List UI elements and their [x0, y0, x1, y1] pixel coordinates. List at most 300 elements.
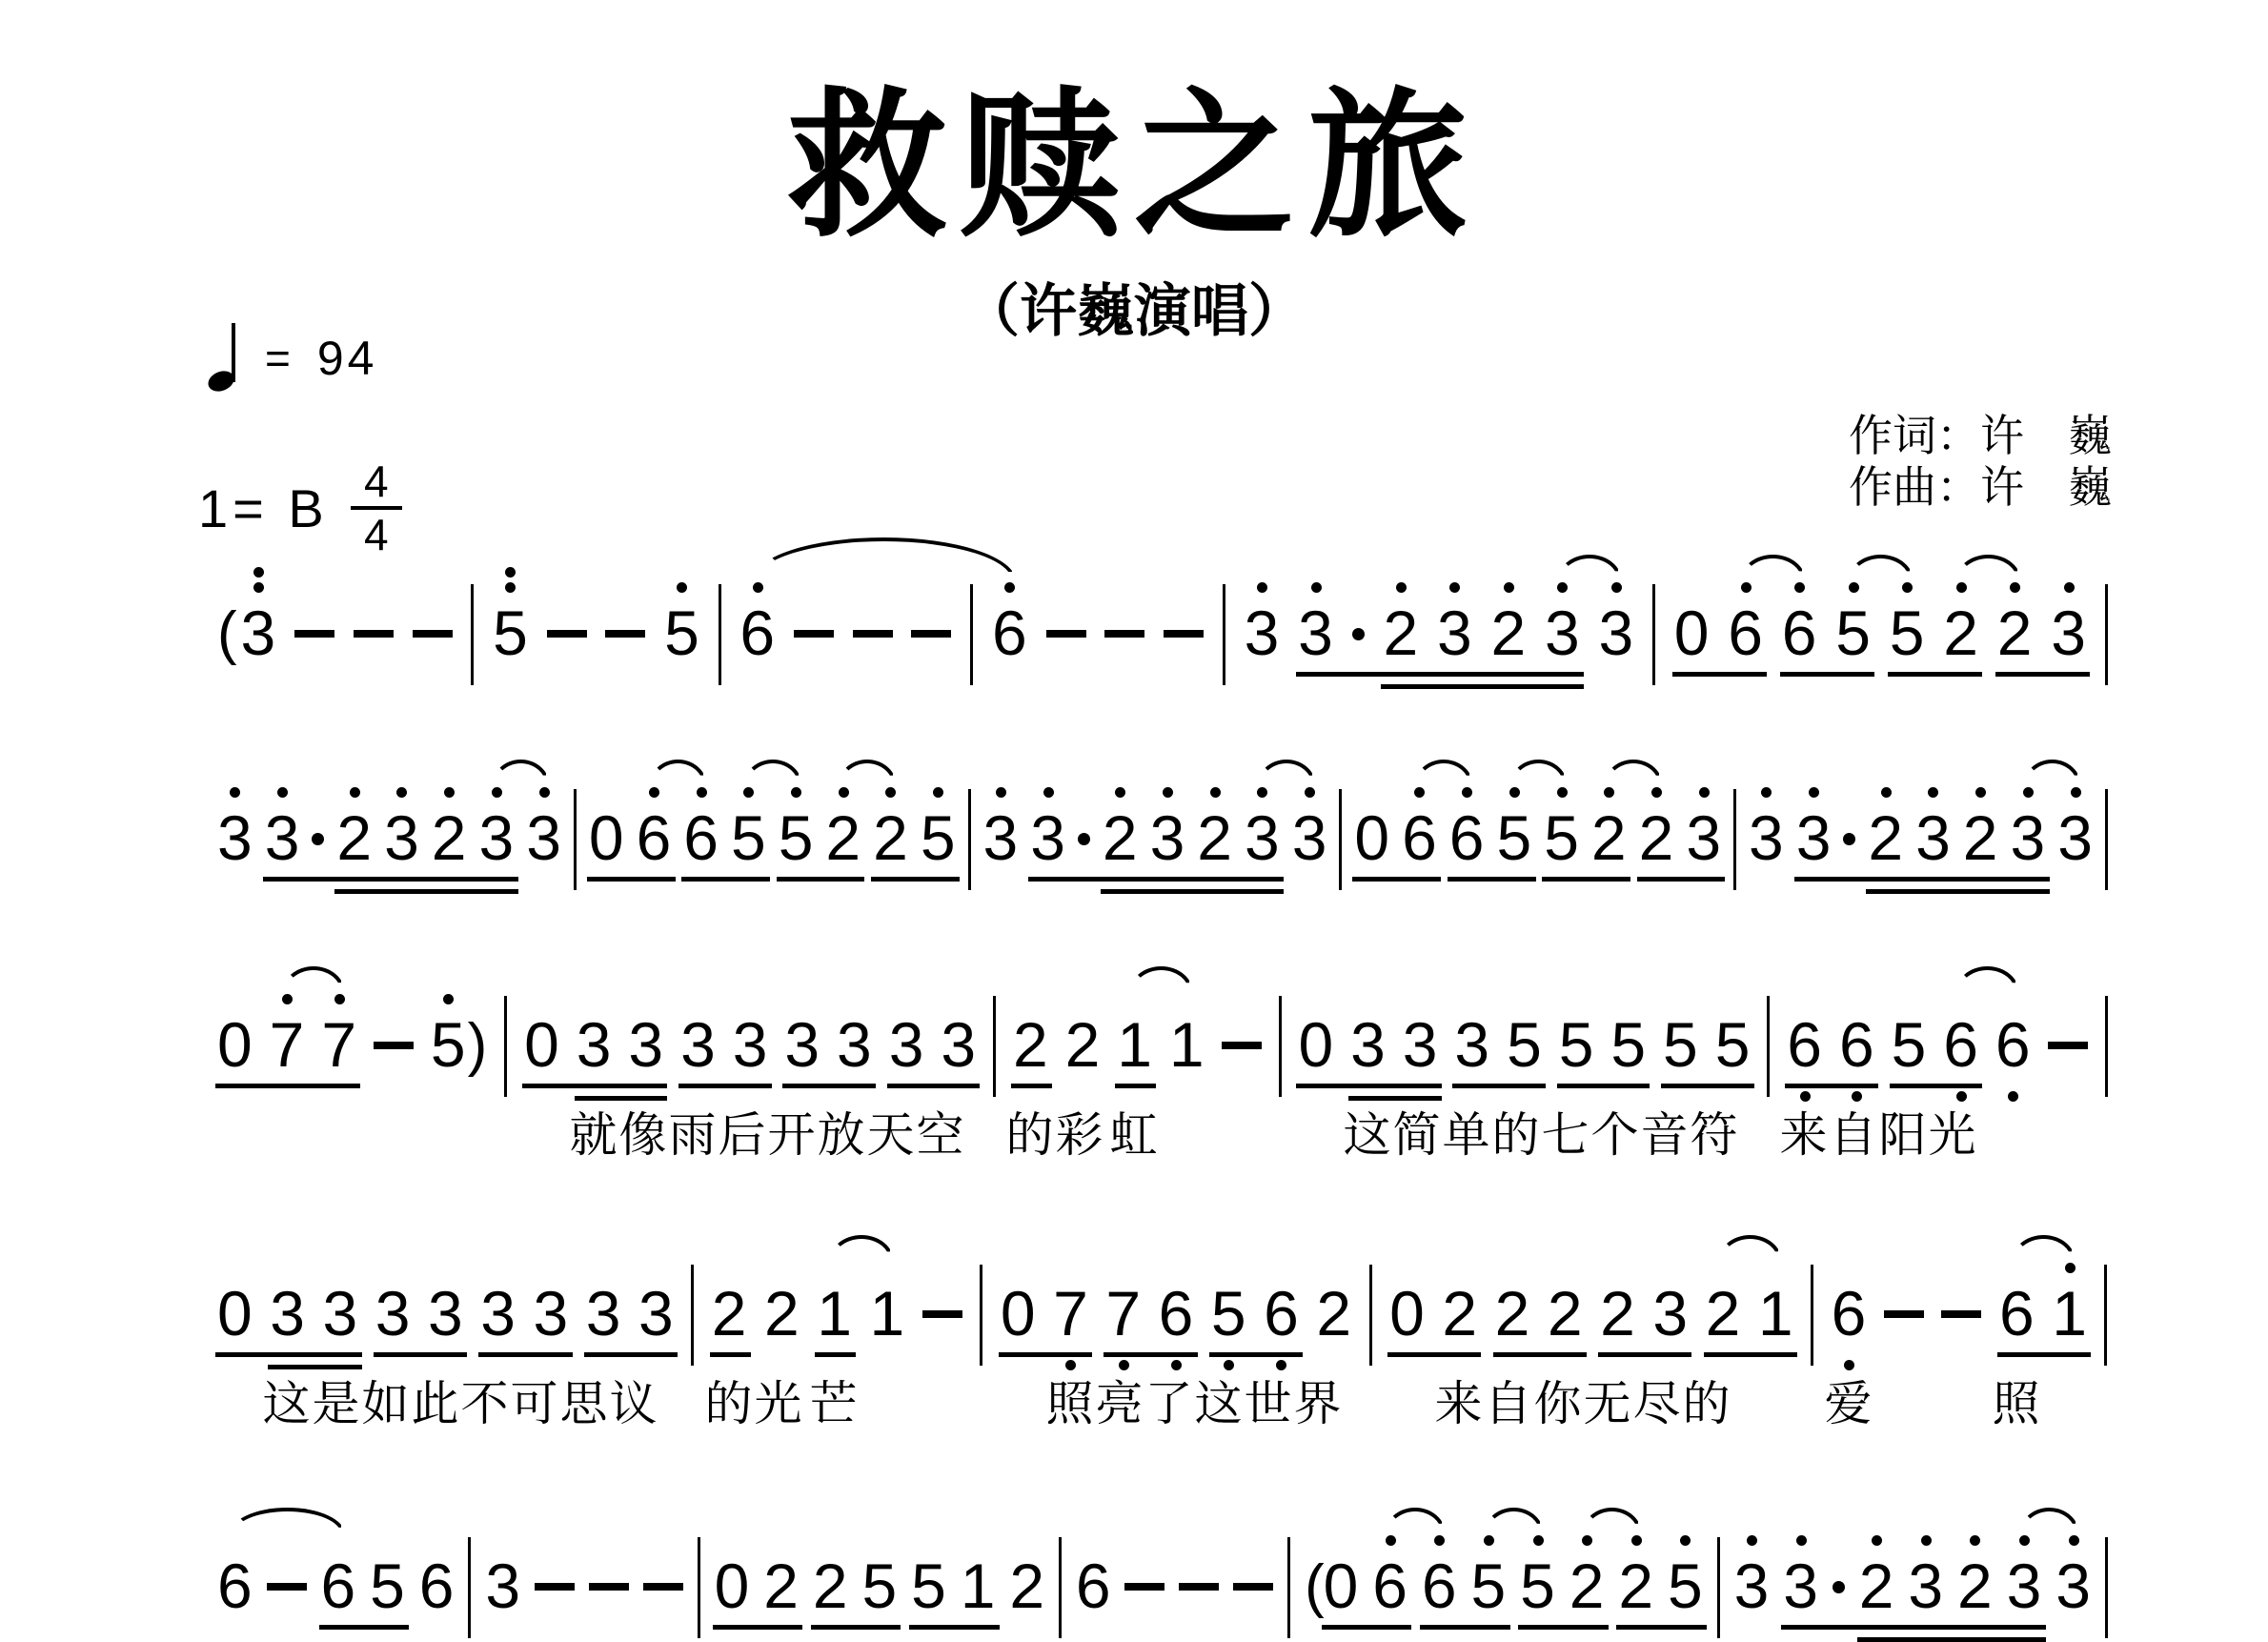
- note: 2: [1569, 1551, 1605, 1620]
- note: 2: [1442, 1278, 1478, 1348]
- duration-dash: [643, 1583, 683, 1591]
- duration-dash: [267, 1583, 307, 1591]
- octave-dot-above: [1741, 582, 1752, 593]
- duration-dash: [1222, 1042, 1262, 1049]
- lyric-segment: 虹: [1109, 1108, 1160, 1162]
- octave-dot-above: [1257, 582, 1267, 593]
- note: 5: [1211, 1279, 1246, 1348]
- note: 3: [384, 803, 419, 872]
- note: 3: [941, 1009, 977, 1080]
- note: 6: [1782, 598, 1817, 667]
- octave-dot-above: [1449, 582, 1460, 593]
- barline: [970, 584, 973, 685]
- octave-dot-above: [2064, 582, 2075, 593]
- note: 6: [1159, 1279, 1194, 1348]
- music-line-3: [217, 1009, 2108, 1162]
- octave-dot-above: [1699, 787, 1710, 798]
- note: 5: [1471, 1551, 1507, 1620]
- beam-underline: [678, 1084, 772, 1088]
- beam-underline: [263, 877, 518, 882]
- lyric-segment: 的光: [704, 1377, 804, 1430]
- tempo-value: 94: [316, 332, 378, 385]
- tie-slur: [1557, 555, 1622, 581]
- octave-dot-above: [1557, 787, 1568, 798]
- note: 3: [732, 1009, 768, 1080]
- octave-dot-above: [1809, 787, 1819, 798]
- note: 6: [1372, 1551, 1407, 1620]
- note: 2: [1963, 803, 1998, 872]
- octave-dot-above: [1386, 1535, 1396, 1546]
- lyric-segment: 芒: [809, 1377, 860, 1430]
- beam-underline: [815, 1352, 856, 1357]
- note: 3: [479, 803, 515, 872]
- tie-slur: [1509, 760, 1568, 786]
- note: 3: [2055, 1551, 2091, 1620]
- tie-slur: [829, 1235, 894, 1262]
- duration-dash: [794, 630, 834, 638]
- beam-underline: [1452, 1084, 1546, 1088]
- beam-underline: [1997, 1352, 2091, 1357]
- octave-dot-above: [1921, 1535, 1932, 1546]
- note: 3: [1749, 803, 1784, 872]
- barline: [1287, 1537, 1290, 1638]
- note: 3: [1350, 1009, 1386, 1080]
- octave-dot-above: [1043, 787, 1054, 798]
- duration-dash: [2048, 1042, 2088, 1049]
- note: 7: [270, 1010, 305, 1079]
- note: 5: [1544, 803, 1579, 872]
- octave-dot-above: [1604, 787, 1614, 798]
- note: 2: [711, 1278, 747, 1348]
- note: 5: [1610, 1009, 1647, 1080]
- octave-dot-above: [443, 994, 454, 1004]
- octave-dot-above: [743, 787, 754, 798]
- note: 3: [1245, 803, 1280, 872]
- key-tonic: 1= B: [198, 477, 329, 538]
- barline: [719, 584, 721, 685]
- note: 3: [784, 1009, 820, 1080]
- note: 3: [837, 1009, 872, 1080]
- note: 3: [217, 803, 253, 872]
- note: 5: [1507, 1009, 1542, 1080]
- note: 6: [1839, 1010, 1874, 1079]
- note: 2: [1009, 1551, 1045, 1621]
- barline: [1811, 1265, 1813, 1366]
- tie-slur: [1129, 966, 1193, 993]
- note: 3: [265, 803, 300, 872]
- note: 1: [817, 1278, 852, 1348]
- octave-dot-above: [1970, 1535, 1980, 1546]
- note: 3: [485, 1551, 521, 1621]
- beam-underline: [1890, 1084, 1982, 1088]
- beam-underline: [374, 1352, 467, 1357]
- note: 1: [869, 1278, 905, 1348]
- note: 2: [1618, 1551, 1653, 1620]
- lyric-segment: 这简单的七个音符: [1343, 1108, 1740, 1162]
- note: 3: [1783, 1551, 1818, 1620]
- tie-slur: [282, 966, 345, 993]
- note: 5: [1891, 1009, 1927, 1080]
- note: 6: [1832, 1279, 1867, 1348]
- duration-dash: [589, 1583, 629, 1591]
- parenthesis: (: [1305, 1553, 1325, 1619]
- note: 1: [2052, 1279, 2087, 1348]
- note: 5: [731, 803, 766, 872]
- composer-credit: 作曲：许 巍: [1849, 462, 2112, 512]
- note: 3: [585, 1278, 621, 1348]
- note: 2: [1494, 1278, 1530, 1348]
- note: 5: [779, 803, 814, 872]
- barline: [2104, 1265, 2107, 1366]
- note: 5: [370, 1551, 405, 1621]
- octave-dot-above: [1975, 787, 1986, 798]
- time-signature-top: 4: [363, 456, 389, 506]
- beam-underline: [1448, 877, 1536, 882]
- note: 3: [240, 598, 275, 667]
- duration-dash: [1046, 630, 1086, 638]
- beam-underline: [478, 1352, 573, 1357]
- note: 6: [1264, 1279, 1299, 1348]
- tie-slur: [752, 537, 1016, 581]
- octave-dot-below: [1065, 1360, 1076, 1370]
- note: 2: [1591, 803, 1627, 872]
- beam-underline: [909, 1625, 1000, 1630]
- beam-underline: [871, 877, 960, 882]
- beam-underline: [1387, 1352, 1481, 1357]
- note: 2: [1383, 598, 1418, 667]
- octave-dot-below: [1171, 1360, 1182, 1370]
- note: 3: [1908, 1551, 1943, 1620]
- note: 2: [1064, 1009, 1101, 1080]
- tie-slur: [230, 1508, 345, 1534]
- note: 5: [1558, 1009, 1594, 1080]
- note: 2: [764, 1278, 800, 1348]
- note: 3: [2007, 1551, 2042, 1620]
- note: 5: [1835, 598, 1871, 667]
- octave-dot-below: [1800, 1091, 1811, 1102]
- beam-underline: [587, 877, 676, 882]
- note: 5: [1520, 1551, 1555, 1620]
- duration-dash: [1884, 1310, 1924, 1318]
- beam-underline: [1995, 672, 2090, 677]
- beam-underline: [1420, 1625, 1510, 1630]
- tempo-marking: [208, 320, 378, 396]
- octave-dot-above: [1557, 582, 1568, 593]
- beam-underline: [1381, 684, 1584, 689]
- note: 7: [321, 1010, 356, 1079]
- note: 3: [1454, 1009, 1490, 1080]
- barline: [1223, 584, 1225, 685]
- note: 2: [1600, 1278, 1635, 1348]
- note: 6: [739, 598, 775, 667]
- note: 6: [418, 1551, 455, 1621]
- beam-underline: [1637, 877, 1725, 882]
- tie-slur: [1604, 760, 1663, 786]
- octave-dot-above: [1680, 1535, 1691, 1546]
- beam-underline: [782, 1084, 876, 1088]
- song-subtitle: （许巍演唱）: [962, 279, 1306, 343]
- beam-underline: [1104, 1352, 1198, 1357]
- note: 3: [680, 1009, 716, 1080]
- beam-underline: [1011, 1084, 1052, 1088]
- duration-dash: [547, 630, 587, 638]
- note: 3: [888, 1009, 924, 1080]
- note: 5: [664, 598, 699, 667]
- note: 3: [2057, 803, 2093, 872]
- note: 7: [1053, 1279, 1088, 1348]
- beam-underline: [522, 1084, 667, 1088]
- octave-dot-above: [1004, 582, 1015, 593]
- octave-dot-above: [791, 787, 801, 798]
- note: 2: [1997, 598, 2033, 667]
- beam-underline: [887, 1084, 980, 1088]
- note: 6: [217, 1551, 253, 1621]
- note: 1: [1757, 1278, 1793, 1348]
- octave-dot-above: [1414, 787, 1425, 798]
- note: 0: [1673, 598, 1710, 668]
- note: 3: [1402, 1009, 1438, 1080]
- duration-dash: [911, 630, 951, 638]
- note: 6: [1995, 1010, 2031, 1079]
- octave-dot-above: [1257, 787, 1267, 798]
- beam-underline: [1704, 1352, 1797, 1357]
- octave-dot-above: [1796, 1535, 1807, 1546]
- note: 3: [638, 1278, 674, 1348]
- note: 3: [1686, 803, 1721, 872]
- note: 3: [322, 1278, 358, 1348]
- note: 2: [1103, 803, 1138, 872]
- note: 0: [714, 1551, 750, 1621]
- beam-underline: [1794, 877, 2050, 882]
- beam-underline: [1661, 1084, 1754, 1088]
- note: 5: [911, 1551, 946, 1621]
- duration-dash: [535, 1583, 575, 1591]
- octave-dot-above: [753, 582, 763, 593]
- octave-dot-above: [2071, 787, 2081, 798]
- note: 3: [628, 1009, 664, 1080]
- time-signature: [348, 458, 405, 557]
- octave-dot-below: [1224, 1360, 1234, 1370]
- tie-slur: [649, 760, 707, 786]
- note: 3: [1734, 1551, 1770, 1620]
- tie-slur: [1740, 555, 1806, 581]
- lyric-segment: 就像雨后开放天空: [569, 1108, 966, 1162]
- note: 3: [1292, 803, 1327, 872]
- note: 6: [683, 803, 719, 872]
- note: 3: [1030, 803, 1065, 872]
- music-line-5: [217, 1551, 2108, 1620]
- octave-dot-below: [1956, 1091, 1967, 1102]
- barline: [993, 996, 996, 1097]
- octave-dot-above: [1631, 1535, 1642, 1546]
- note: 6: [1787, 1010, 1822, 1079]
- parenthesis: ): [467, 1012, 488, 1078]
- octave-dot-above: [1163, 787, 1173, 798]
- lyric-segment: 照亮了这世界: [1045, 1377, 1344, 1430]
- duration-dash: [1124, 1583, 1164, 1591]
- augmentation-dot: [1843, 833, 1855, 845]
- barline: [968, 789, 971, 890]
- octave-dot-above: [505, 582, 516, 593]
- barline: [1339, 789, 1342, 890]
- note: 0: [1354, 802, 1390, 873]
- octave-dot-below: [2008, 1091, 2018, 1102]
- note: 7: [1105, 1279, 1141, 1348]
- note: 2: [1639, 803, 1674, 872]
- note: 3: [270, 1278, 305, 1348]
- lyric-segment: 这是如此不可思议: [262, 1377, 659, 1430]
- note: 3: [2051, 598, 2086, 667]
- barline: [504, 996, 507, 1097]
- music-line-2: [217, 803, 2108, 872]
- beam-underline: [334, 889, 518, 894]
- octave-dot-above: [2019, 1535, 2030, 1546]
- note: 2: [812, 1551, 848, 1621]
- beam-underline: [1348, 1096, 1442, 1101]
- note: 1: [1117, 1009, 1152, 1080]
- tie-slur: [1484, 1508, 1544, 1534]
- note: 3: [428, 1278, 463, 1348]
- note: 3: [983, 803, 1019, 872]
- lyric-segment: 来自阳光: [1779, 1108, 1978, 1162]
- tie-slur: [2019, 1508, 2079, 1534]
- beam-underline: [1672, 672, 1767, 677]
- beam-underline: [575, 1096, 667, 1101]
- note: 5: [493, 598, 528, 667]
- octave-dot-above: [839, 787, 849, 798]
- octave-dot-below: [1844, 1360, 1854, 1370]
- octave-dot-above: [505, 567, 516, 578]
- octave-dot-above: [334, 994, 345, 1004]
- beam-underline: [1352, 877, 1441, 882]
- octave-dot-above: [1849, 582, 1859, 593]
- octave-dot-above: [396, 787, 407, 798]
- barline: [2105, 789, 2108, 890]
- barline: [574, 789, 577, 890]
- note: 2: [1316, 1278, 1352, 1348]
- quarter-note-icon: [208, 323, 238, 394]
- beam-underline: [811, 1625, 901, 1630]
- note: 2: [1012, 1009, 1048, 1080]
- note: 2: [1868, 803, 1903, 872]
- octave-dot-above: [1115, 787, 1125, 798]
- note: 3: [1796, 803, 1832, 872]
- barline: [471, 584, 474, 685]
- note: 5: [861, 1551, 898, 1621]
- beam-underline: [1209, 1352, 1303, 1357]
- tie-slur: [1257, 760, 1316, 786]
- note: 2: [336, 803, 372, 872]
- beam-underline: [710, 1352, 751, 1357]
- octave-dot-above: [253, 582, 264, 593]
- barline: [468, 1537, 471, 1638]
- beam-underline: [681, 877, 770, 882]
- note: 3: [526, 803, 561, 872]
- barline: [1733, 789, 1736, 890]
- note: 0: [217, 1278, 253, 1348]
- octave-dot-above: [1504, 582, 1514, 593]
- beam-underline: [777, 877, 864, 882]
- octave-dot-above: [539, 787, 550, 798]
- duration-dash: [1104, 630, 1144, 638]
- lyric-segment: 爱: [1824, 1377, 1874, 1430]
- tie-slur: [2012, 1235, 2076, 1262]
- barline: [1717, 1537, 1720, 1638]
- beam-underline: [1888, 672, 1982, 677]
- beam-underline: [1781, 1625, 2046, 1630]
- tie-slur: [492, 760, 550, 786]
- note: 6: [1728, 598, 1763, 667]
- note: 2: [1859, 1551, 1894, 1620]
- beam-underline: [1866, 889, 2050, 894]
- octave-dot-above: [1747, 1535, 1757, 1546]
- octave-dot-above: [1902, 582, 1913, 593]
- beam-underline: [1857, 1637, 2046, 1642]
- beam-underline: [1101, 889, 1284, 894]
- note: 5: [1714, 1009, 1751, 1080]
- note: 0: [1323, 1551, 1359, 1621]
- octave-dot-above: [2065, 1263, 2076, 1273]
- barline: [980, 1265, 982, 1366]
- octave-dot-above: [933, 787, 943, 798]
- duration-dash: [374, 1042, 414, 1049]
- octave-dot-above: [277, 787, 288, 798]
- note: 2: [432, 803, 467, 872]
- note: 2: [873, 803, 908, 872]
- beam-underline: [319, 1625, 409, 1630]
- duration-dash: [853, 630, 893, 638]
- barline: [1369, 1265, 1372, 1366]
- octave-dot-above: [1434, 1535, 1445, 1546]
- note: 3: [1298, 598, 1333, 667]
- note: 2: [825, 803, 861, 872]
- augmentation-dot: [1833, 1581, 1845, 1593]
- octave-dot-above: [885, 787, 896, 798]
- parenthesis: (: [217, 600, 237, 666]
- octave-dot-above: [2023, 787, 2034, 798]
- octave-dot-above: [1462, 787, 1472, 798]
- note: 3: [480, 1278, 516, 1348]
- tie-slur: [1582, 1508, 1642, 1534]
- beam-underline: [1616, 1625, 1707, 1630]
- note: 2: [1705, 1278, 1741, 1348]
- note: 1: [1168, 1009, 1205, 1080]
- octave-dot-above: [1396, 582, 1407, 593]
- note: 6: [1998, 1278, 2035, 1348]
- duration-dash: [1941, 1310, 1981, 1318]
- note: 3: [1545, 598, 1580, 667]
- note: 6: [637, 803, 672, 872]
- note: 2: [1547, 1278, 1583, 1348]
- beam-underline: [1557, 1084, 1650, 1088]
- note: 6: [1449, 803, 1485, 872]
- beam-underline: [1028, 877, 1284, 882]
- note: 1: [960, 1551, 996, 1621]
- duration-dash: [413, 630, 453, 638]
- beam-underline: [215, 1352, 362, 1357]
- octave-dot-above: [253, 567, 264, 578]
- note: 5: [431, 1010, 466, 1079]
- barline: [2105, 1537, 2108, 1638]
- barline: [1652, 584, 1655, 685]
- augmentation-dot: [312, 833, 324, 845]
- note: 0: [217, 1009, 253, 1080]
- note: 6: [992, 598, 1027, 667]
- octave-dot-above: [444, 787, 455, 798]
- note: 6: [1402, 803, 1437, 872]
- tie-slur: [1848, 555, 1914, 581]
- barline: [1767, 996, 1770, 1097]
